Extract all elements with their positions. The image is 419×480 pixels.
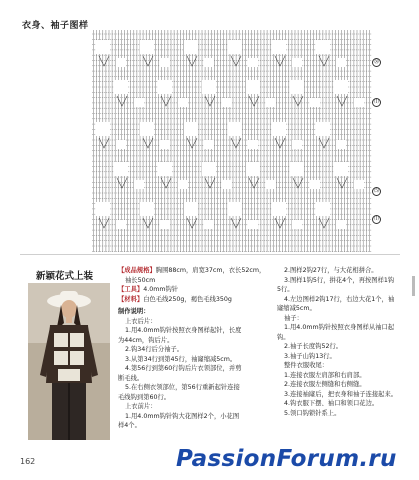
col1-line: 3.从第34行到第45行，袖窿缩减5cm。 — [125, 355, 237, 363]
material-label: 【材料】 — [118, 295, 144, 303]
sleeve-text: 袖长50cm — [125, 276, 156, 284]
row-marker-2: ⑴ — [373, 99, 379, 105]
instructions-column-1 — [118, 266, 270, 431]
tools-label: 【工具】 — [118, 286, 144, 293]
instructions-column-2 — [277, 266, 407, 418]
method-title: 制作说明： — [118, 308, 150, 315]
col1-line: 样4个。 — [118, 422, 141, 429]
col2-line: 1.用4.0mm钩针按照衣身图样从袖口起 — [284, 324, 395, 331]
col1-line: 1.用4.0mm钩针按照衣身图样起针，长度 — [125, 327, 242, 334]
col2-line: 4.左边图样2钩17行，右边大花1个，袖 — [284, 295, 395, 303]
col1-line: 5.在右侧衣领部位，第56行重新起针连接 — [125, 384, 240, 391]
col2-line: 袖子： — [284, 314, 303, 322]
col1-line: 上衣后片： — [125, 317, 157, 325]
material-text: 白色毛线250g，褐色毛线350g — [143, 295, 232, 303]
section-title: 新颖花式上装 — [36, 271, 94, 282]
col1-line: 毛线钩到第60行。 — [118, 393, 171, 401]
col1-line: 4.第56行到第60行钩后片衣领部位，并剪 — [125, 365, 242, 372]
tools-text: 4.0mm钩针 — [143, 286, 179, 293]
col2-line: 3.图样1钩5行，拼花4个，再按图样1钩 — [284, 276, 395, 284]
col2-line: 窿缩减5cm。 — [277, 305, 316, 312]
size-label: 【成品规格】 — [118, 267, 156, 274]
col2-line: 钩。 — [277, 333, 290, 341]
page-edge-mark — [412, 276, 415, 296]
col2-line: 2.袖子长度钩52行。 — [284, 343, 343, 350]
row-marker-1: ㊿ — [373, 59, 379, 65]
row-marker-4: ⑴ — [373, 216, 379, 222]
col1-line: 1.用4.0mm钩针钩大花图样2个，小花图 — [125, 412, 240, 420]
page-number: 162 — [20, 457, 36, 466]
col1-line: 为44cm，钩后片。 — [118, 336, 174, 344]
crochet-chart — [92, 30, 372, 252]
col2-line: 3.袖子山钩13行。 — [284, 352, 336, 360]
col2-line: 2.图样2钩27行，与大花相拼合。 — [284, 267, 378, 274]
col2-line: 1.连接衣服左肩部和右肩部。 — [284, 371, 366, 379]
watermark: PassionForum.ru — [176, 446, 397, 472]
model-photo — [28, 283, 110, 440]
chart-title: 衣身、袖子图样 — [22, 21, 89, 31]
col2-line: 2.连接衣服左侧缝和右侧缝。 — [284, 381, 366, 388]
col1-line: 2.钩34行后分袖子。 — [125, 346, 184, 353]
col2-line: 3.连接袖窿后，把衣身和袖子连接起来。 — [284, 390, 398, 398]
col1-line: 断毛线。 — [118, 374, 144, 382]
size-text: 胸围88cm，肩宽37cm，衣长52cm， — [155, 267, 266, 274]
col1-line: 上衣前片： — [125, 403, 157, 410]
col2-line: 5.领口钩锁针系上。 — [284, 409, 341, 417]
col2-line: 整件衣服收尾： — [284, 362, 329, 369]
col2-line: 4.钩衣服下摆、袖口和领口花边。 — [284, 400, 379, 407]
row-marker-3: ⑸ — [373, 188, 379, 194]
section-divider — [20, 254, 400, 255]
col2-line: 5行。 — [277, 286, 294, 293]
